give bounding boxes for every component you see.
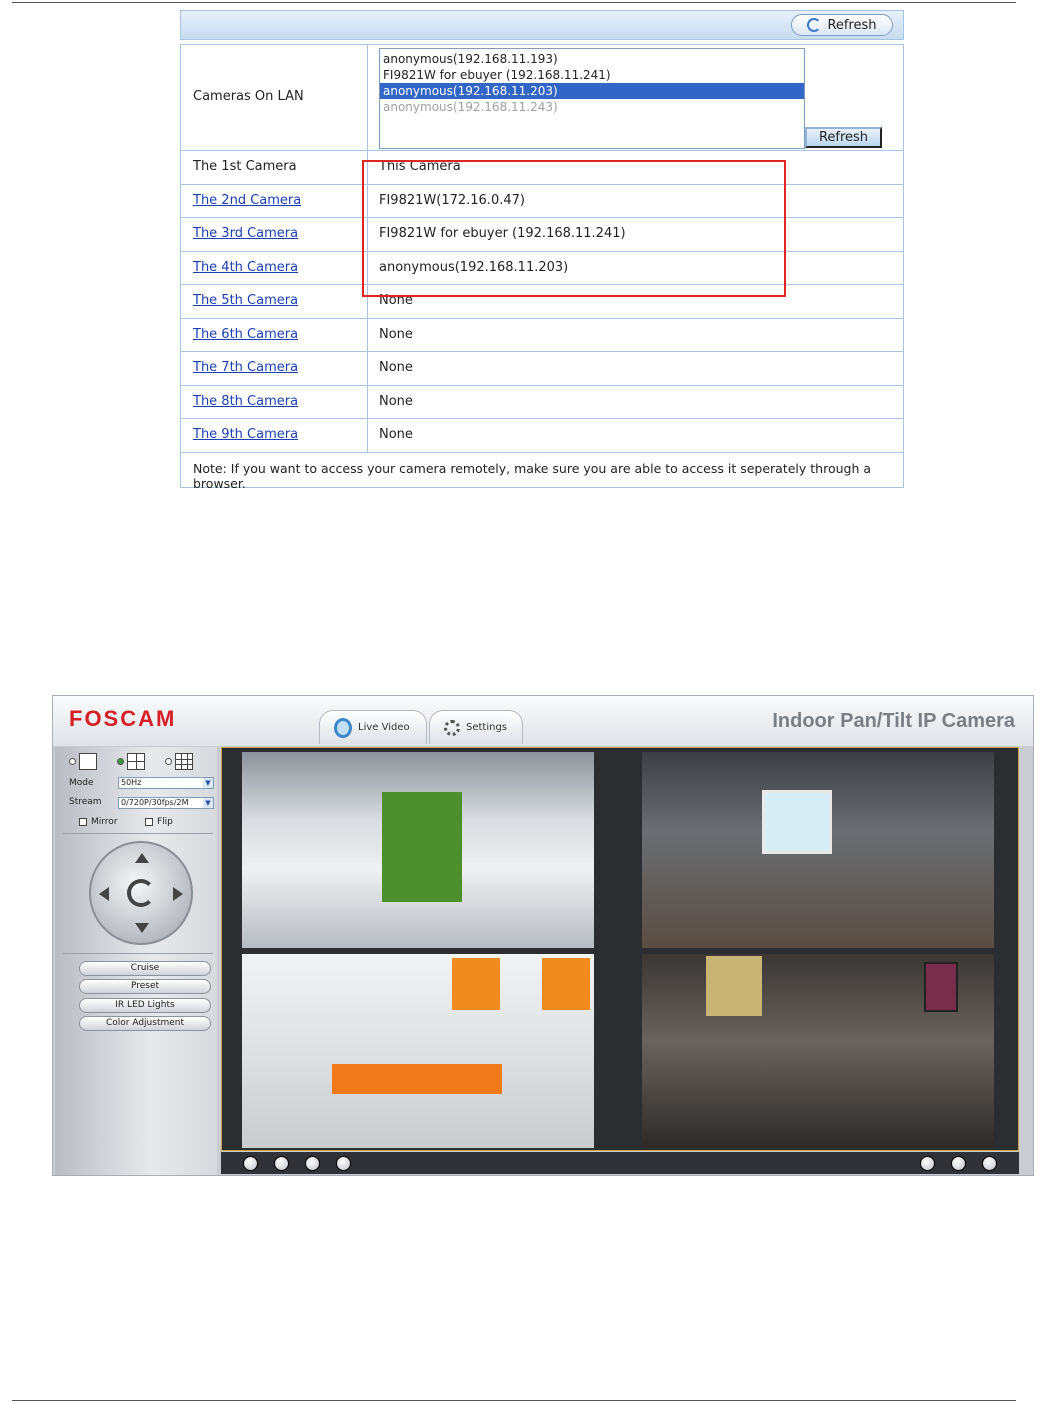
camera-rows [181, 151, 903, 453]
camera-slot-value: anonymous(192.168.11.203) [379, 259, 569, 275]
panel-top-bar [180, 10, 904, 40]
column-divider [367, 252, 368, 285]
camera-row [181, 151, 903, 185]
column-divider [367, 185, 368, 218]
radio-icon [69, 758, 76, 765]
camera-slot-value: None [379, 393, 413, 409]
checkbox-icon [145, 818, 153, 826]
ir-led-lights-button[interactable]: IR LED Lights [79, 998, 211, 1013]
nine-view-icon [175, 753, 193, 770]
lan-list-item[interactable]: anonymous(192.168.11.203) [380, 83, 804, 99]
gear-icon [444, 720, 460, 736]
lan-list-item[interactable]: anonymous(192.168.11.193) [383, 52, 558, 66]
talk-icon[interactable] [336, 1156, 351, 1171]
camera-view-2[interactable] [642, 752, 994, 948]
color-adjustment-button[interactable]: Color Adjustment [79, 1016, 211, 1031]
lan-list-item[interactable]: FI9821W for ebuyer (192.168.11.241) [383, 68, 611, 82]
ptz-up-arrow-icon[interactable] [135, 853, 149, 863]
mode-label: Mode [69, 778, 94, 788]
record-icon[interactable] [951, 1156, 966, 1171]
camera-slot-value: None [379, 326, 413, 342]
snapshot-icon[interactable] [920, 1156, 935, 1171]
camera-view-1[interactable] [242, 752, 594, 948]
app-header [53, 696, 1033, 746]
page-bottom-rule [12, 1400, 1016, 1401]
audio-icon[interactable] [305, 1156, 320, 1171]
divider [63, 833, 213, 834]
column-divider [367, 319, 368, 352]
tab-settings[interactable] [429, 710, 523, 744]
split-9-option[interactable] [165, 753, 193, 770]
camera-slot-link[interactable]: The 4th Camera [193, 259, 299, 275]
camera-row [181, 386, 903, 420]
ptz-down-arrow-icon[interactable] [135, 923, 149, 933]
scene-detail [924, 962, 958, 1012]
tab-settings-label: Settings [466, 722, 508, 733]
refresh-button-top[interactable] [791, 14, 893, 36]
chevron-down-icon: ▼ [203, 798, 213, 808]
camera-slot-value: None [379, 427, 413, 442]
camera-slot-link[interactable]: The 3rd Camera [193, 226, 299, 241]
camera-row [181, 252, 903, 286]
radio-icon [165, 758, 172, 765]
ptz-center-reset-icon[interactable] [127, 879, 155, 907]
camera-slot-link[interactable]: The 2nd Camera [193, 192, 302, 208]
lan-list-item[interactable]: anonymous(192.168.11.243) [383, 100, 558, 114]
scene-detail [706, 956, 762, 1016]
screen-split-options [69, 753, 193, 770]
camera-slot-link[interactable]: The 5th Camera [193, 293, 299, 308]
mode-select[interactable] [118, 777, 214, 789]
column-divider [367, 386, 368, 419]
camera-slot-link[interactable]: The 7th Camera [193, 360, 299, 375]
video-toolbar [221, 1152, 1019, 1174]
camera-slot-value: FI9821W for ebuyer (192.168.11.241) [379, 226, 626, 241]
camera-row [181, 319, 903, 353]
cameras-on-lan-row [181, 45, 903, 151]
checkbox-icon [79, 818, 87, 826]
tab-live-video-label: Live Video [358, 722, 410, 733]
control-sidebar [55, 747, 217, 1175]
play-icon[interactable] [243, 1156, 258, 1171]
scene-detail [382, 792, 462, 902]
stream-value: 0/720P/30fps/2M [121, 798, 189, 807]
camera-row [181, 218, 903, 252]
split-1-option[interactable] [69, 753, 97, 770]
product-title: Indoor Pan/Tilt IP Camera [772, 710, 1015, 732]
refresh-lan-button[interactable]: Refresh [805, 127, 882, 148]
stop-icon[interactable] [274, 1156, 289, 1171]
ptz-left-arrow-icon[interactable] [99, 887, 109, 901]
mirror-checkbox[interactable] [79, 817, 118, 827]
camera-slot-link[interactable]: The 6th Camera [193, 326, 299, 342]
column-divider [367, 285, 368, 318]
single-view-icon [79, 753, 97, 770]
mode-value: 50Hz [121, 778, 142, 787]
fullscreen-icon[interactable] [982, 1156, 997, 1171]
column-divider [367, 151, 368, 184]
camera-slot-link[interactable]: The 8th Camera [193, 393, 299, 409]
camera-slot-value: FI9821W(172.16.0.47) [379, 192, 525, 208]
multi-device-panel [180, 10, 904, 491]
radio-selected-icon [117, 758, 124, 765]
camera-slot-label: The 1st Camera [193, 159, 297, 174]
column-divider [367, 218, 368, 251]
cruise-button[interactable]: Cruise [79, 961, 211, 976]
scene-detail [762, 790, 832, 854]
camera-slot-link[interactable]: The 9th Camera [193, 427, 299, 442]
scene-detail [452, 958, 500, 1010]
live-video-area [221, 747, 1019, 1151]
column-divider [367, 419, 368, 452]
stream-select[interactable] [118, 797, 214, 809]
split-4-option[interactable] [117, 753, 145, 770]
refresh-icon [807, 18, 821, 32]
foscam-web-ui [52, 695, 1034, 1176]
camera-row [181, 352, 903, 386]
camera-row [181, 285, 903, 319]
tab-live-video[interactable] [319, 710, 427, 744]
chevron-down-icon: ▼ [203, 778, 213, 788]
lan-camera-list[interactable] [379, 48, 805, 149]
camera-view-3[interactable] [242, 954, 594, 1148]
column-divider [367, 45, 368, 150]
camera-slot-value: None [379, 293, 413, 308]
four-view-icon [127, 753, 145, 770]
camera-view-4[interactable] [642, 954, 994, 1148]
scene-detail [542, 958, 590, 1010]
cameras-on-lan-label: Cameras On LAN [193, 89, 304, 104]
webcam-icon [334, 718, 352, 738]
refresh-button-label: Refresh [827, 17, 877, 33]
stream-label: Stream [69, 797, 102, 807]
camera-table [180, 44, 904, 491]
camera-row [181, 185, 903, 219]
mirror-label: Mirror [91, 817, 118, 827]
foscam-logo: FOSCAM [69, 706, 177, 731]
flip-label: Flip [157, 817, 173, 827]
camera-slot-value: None [379, 360, 413, 375]
column-divider [367, 352, 368, 385]
ptz-right-arrow-icon[interactable] [173, 887, 183, 901]
preset-button[interactable]: Preset [79, 979, 211, 994]
camera-row [181, 419, 903, 453]
ptz-control-wheel [89, 841, 193, 945]
remote-access-note: Note: If you want to access your camera remotely, make sure you are able to access it seperately through a browser. [193, 461, 872, 491]
flip-checkbox[interactable] [145, 817, 173, 827]
page-top-rule [12, 2, 1016, 3]
camera-slot-value: This Camera [379, 159, 461, 174]
scene-detail [332, 1064, 502, 1094]
divider [63, 953, 213, 954]
